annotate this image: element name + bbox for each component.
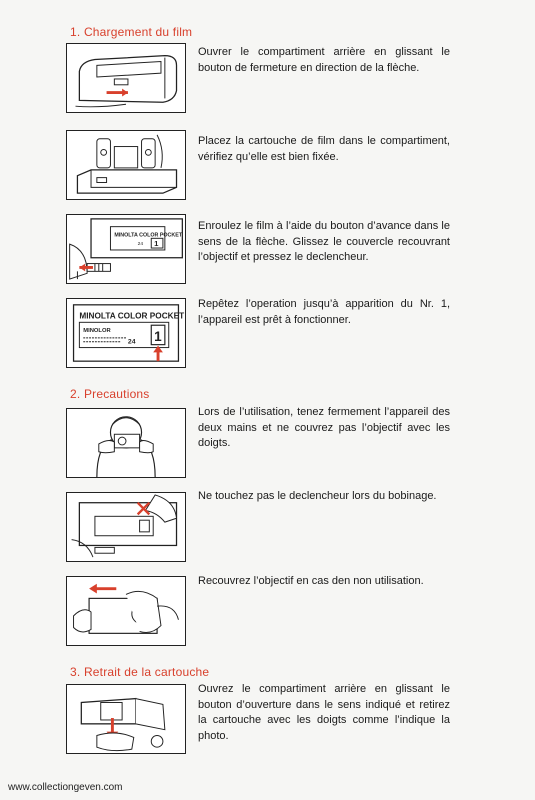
cartridge-brand-large: MINOLTA COLOR POCKET [79,311,185,321]
step-text-5: Lors de l’utilisation, tenez fermement l’appareil des deux mains et ne couvrez pas l’objectif avec les doigts. [198,406,450,449]
counter-number-small: 1 [154,239,159,249]
illustration-hold-camera [66,408,186,478]
step-text-2: Placez la cartouche de film dans le compartiment, vérifiez qu’elle est bien fixée. [198,135,450,163]
cartridge-sub-label: MINOLOR [83,328,111,335]
illustration-insert-cartridge [66,130,186,200]
exposures-label-small: 24 [137,242,144,248]
illustration-do-not-touch-shutter [66,492,186,562]
section-title-removal: 3. Retrait de la cartouche [70,665,210,679]
illustration-open-back [66,43,186,113]
illustration-remove-cartridge [66,684,186,754]
illustration-advance-film [66,214,186,284]
footer-url: www.collectiongeven.com [8,782,123,793]
section-title-loading: 1. Chargement du film [70,25,193,39]
step-text-3: Enroulez le film à l’aide du bouton d’avance dans le sens de la flèche. Glissez le couvercle recouvrant l’objectif et pressez le declencheur. [198,220,450,263]
illustration-cover-lens [66,576,186,646]
step-text-8: Ouvrez le compartiment arrière en glissant le bouton d’ouverture dans le sens indiqué et retirez la cartouche avec les doigts comme l’indique la photo. [198,683,450,742]
cartridge-brand-small: MINOLTA COLOR POCKET [114,232,183,239]
section-title-precautions: 2. Precautions [70,387,150,401]
step-text-1: Ouvrer le compartiment arrière en glissant le bouton de fermeture en direction de la flèche. [198,46,450,74]
step-text-7: Recouvrez l’objectif en cas den non utilisation. [198,575,424,587]
exposures-label: 24 [127,338,136,346]
step-text-6: Ne touchez pas le declencheur lors du bobinage. [198,490,437,502]
step-text-4: Repêtez l’operation jusqu’à apparition du Nr. 1, l’appareil est prêt à fonctionner. [198,298,450,326]
illustration-counter-window [66,298,186,368]
counter-number: 1 [154,328,162,344]
